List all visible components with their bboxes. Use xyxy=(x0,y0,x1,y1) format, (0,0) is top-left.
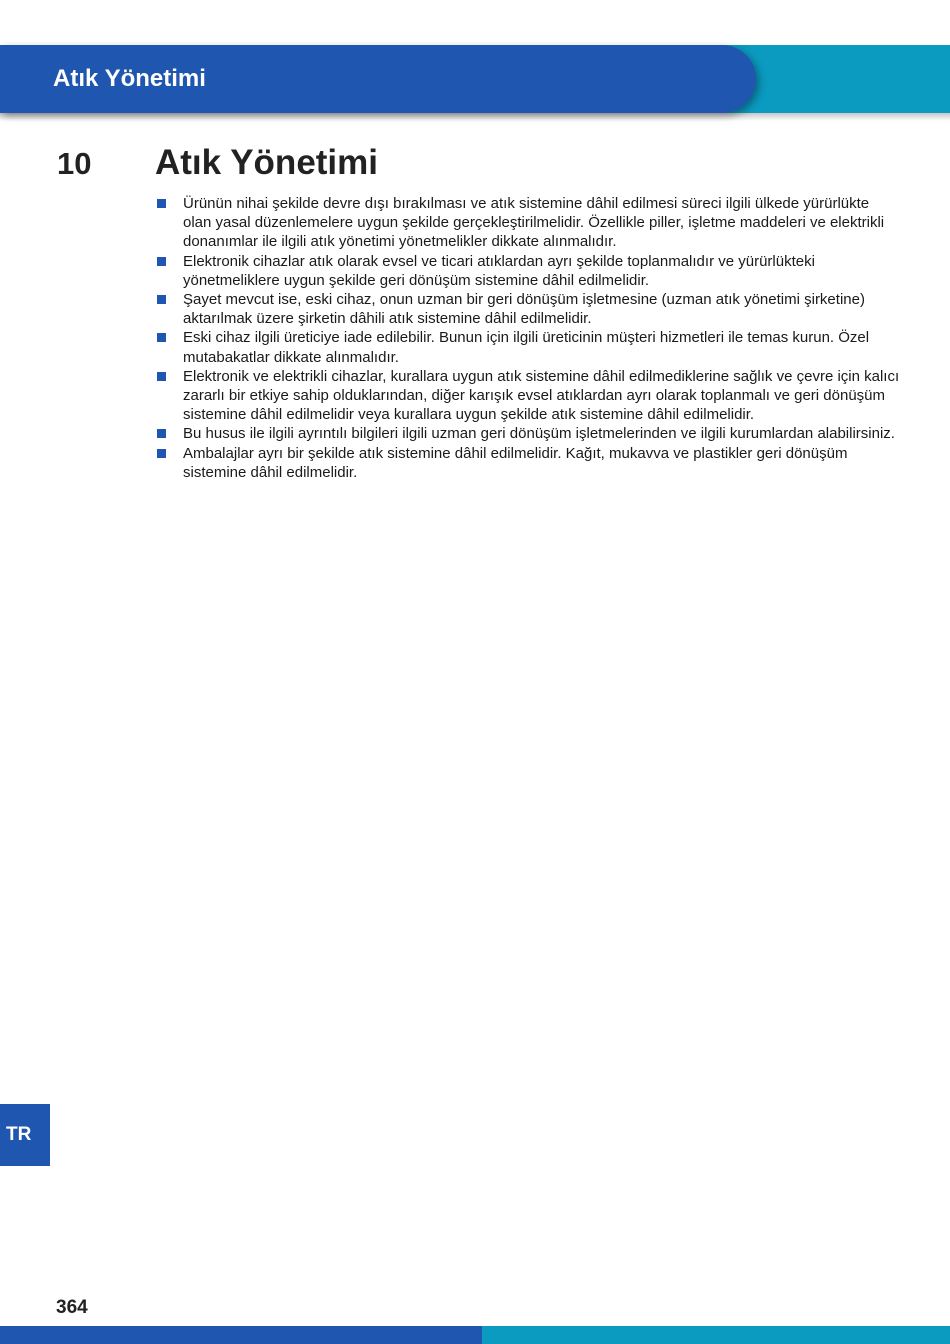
square-bullet-icon xyxy=(157,449,166,458)
bullet-list xyxy=(155,194,900,482)
list-item-text: Ambalajlar ayrı bir şekilde atık sistemine dâhil edilmelidir. Kağıt, mukavva ve plastikler geri dönüşüm sistemine dâhil edilmelidir. xyxy=(183,444,848,481)
list-item-text: Şayet mevcut ise, eski cihaz, onun uzman bir geri dönüşüm işletmesine (uzman atık yönetimi şirketine) aktarılmak üzere şirketin dâhili atık sistemine dâhil edilmelidir. xyxy=(183,291,865,328)
language-tab-label: TR xyxy=(6,1124,32,1145)
list-item-text: Eski cihaz ilgili üreticiye iade edilebilir. Bunun için ilgili üreticinin müşteri hizmetleri ile temas kurun. Özel mutabakatlar dikkate alınmalıdır. xyxy=(183,329,870,366)
square-bullet-icon xyxy=(157,333,166,342)
header-shadow xyxy=(0,113,950,121)
list-item-text: Ürünün nihai şekilde devre dışı bırakılması ve atık sistemine dâhil edilmesi süreci ilgili ülkede yürürlükte olan yasal düzenlemelere uygun şekilde gerçekleştirilmelidir. Özellikle piller, işletme maddeleri ve elektrikli donanımlar ile ilgili atık yönetimi yönetmelikler dikkate alınmalıdır. xyxy=(183,195,885,251)
list-item xyxy=(155,367,900,425)
list-item xyxy=(155,252,900,290)
list-item-text: Bu husus ile ilgili ayrıntılı bilgileri ilgili uzman geri dönüşüm işletmelerinden ve ilgili kurumlardan alabilirsiniz. xyxy=(183,425,895,443)
square-bullet-icon xyxy=(157,372,166,381)
language-tab xyxy=(0,1104,50,1166)
page-number: 364 xyxy=(56,1297,88,1318)
footer-band-blue xyxy=(0,1326,482,1344)
square-bullet-icon xyxy=(157,199,166,208)
list-item xyxy=(155,194,900,252)
section-title: Atık Yönetimi xyxy=(155,143,379,182)
list-item xyxy=(155,290,900,328)
square-bullet-icon xyxy=(157,429,166,438)
list-item xyxy=(155,444,900,482)
list-item xyxy=(155,424,900,443)
list-item-text: Elektronik ve elektrikli cihazlar, kurallara uygun atık sistemine dâhil edilmediklerine sağlık ve çevre için kalıcı zararlı bir etkiye sahip olduklarından, diğer karışık evsel atıklardan ayrı olarak toplanmalı ve geri dönüşüm sistemine dâhil edilmelidir veya kurallara uygun şekilde atık sistemine dâhil edilmelidir. xyxy=(183,367,900,424)
footer-band-teal xyxy=(482,1326,950,1344)
list-item-text: Elektronik cihazlar atık olarak evsel ve ticari atıklardan ayrı şekilde toplanmalıdır ve yürürlükteki yönetmeliklere uygun şekilde geri dönüşüm sistemine dâhil edilmelidir. xyxy=(183,252,815,289)
square-bullet-icon xyxy=(157,295,166,304)
header-title: Atık Yönetimi xyxy=(53,65,206,92)
list-item xyxy=(155,328,900,366)
square-bullet-icon xyxy=(157,257,166,266)
section-number: 10 xyxy=(57,146,92,181)
